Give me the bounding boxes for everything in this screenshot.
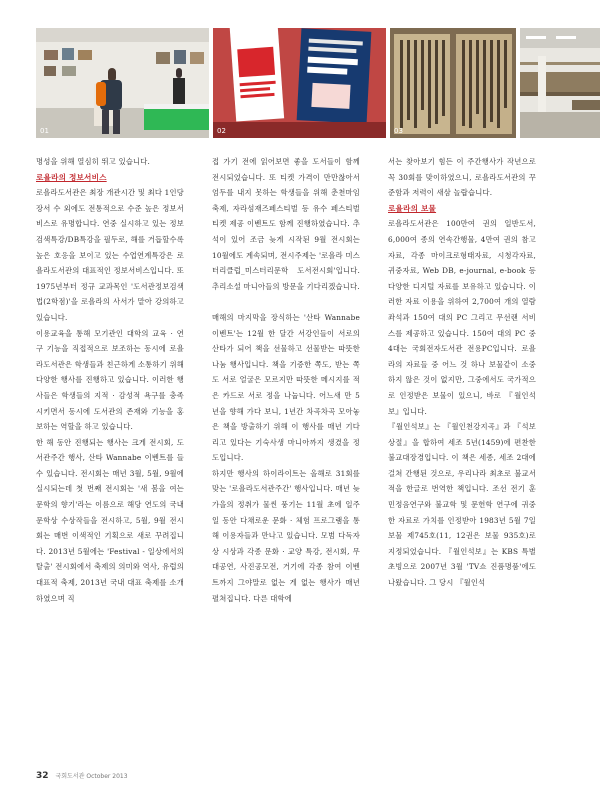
exhibition-hall-illustration (36, 28, 209, 138)
photo-library-reading-room (520, 28, 600, 138)
page-footer (36, 771, 128, 781)
body-paragraph: 『월인석보』는 『월인천강지곡』과 『석보상절』을 합하여 세조 5년(1459)에 편찬한 불교대장경입니다. 이 책은 세종, 세조 2대에 걸쳐 간행된 것으로, 우리나라 최초로 불교서적을 한글로 번역한 책입니다. 조선 전기 훈민정음연구와 불교학 및 문헌학 연구에 귀중한 자료로 가치를 인정받아 1983년 5월 7일 보물 제745호(11, 12권은 보물 935호)로 지정되었습니다. 『월인석보』는 KBS 특별 초빙으로 2007년 3월 'TV쇼 진품명품'에도 나왔습니다. 그 당시 『월인석 (388, 422, 536, 588)
page-number: 32 (36, 771, 49, 781)
photo-number: 02 (217, 127, 226, 135)
section-heading: 로욜라의 보물 (388, 203, 437, 213)
photo-santa-wannabe-leaflets (213, 28, 386, 138)
photo-number: 01 (40, 127, 49, 135)
body-paragraph: 하지만 행사의 하이라이트는 올해로 31회를 맞는 '로욜라도서관주간' 행사입니다. 매년 늦가을의 정취가 물씬 풍기는 11월 초에 일주일 동안 다채로운 문화 · 체험 프로그램을 통해 이용자들과 만나고 있습니다. 모범 다독자상 시상과 각종 문화 · 교양 특강, 전시회, 무대공연, 사진공모전, 거기에 각종 참여 이벤트까지 그야말로 없는 게 없는 행사가 매년 펼쳐집니다. 다른 대학에 (212, 468, 360, 603)
santa-wannabe-leaflets-illustration (213, 28, 386, 138)
publication-info: 국회도서관 October 2013 (55, 773, 128, 780)
photo-exhibition-hall (36, 28, 209, 138)
text-column-2 (212, 154, 360, 606)
body-paragraph: 매해의 마지막을 장식하는 '산타 Wannabe 이벤트'는 12월 한 달간 서강인들이 서로의 산타가 되어 책을 선물하고 선물받는 따뜻한 나눔 행사입니다. 책을 기증한 쪽도, 받는 쪽도 서로 얼굴은 모르지만 따뜻한 메시지를 적은 카드로 서로 정을 나눕니다. 어느새 만 5년을 향해 가다 보니, 1년간 차곡차곡 모아놓은 책을 방출하기 위해 이 행사를 매년 기다리고 있다는 기숙사생 마니아까지 생겼을 정도입니다. (212, 312, 360, 463)
body-paragraph: 접 가기 전에 읽어보면 좋을 도서들이 함께 전시되었습니다. 또 티켓 가격이 만만찮아서 엄두를 내지 못하는 학생들을 위해 춘천마임축제, 자라섬재즈페스티벌 등 유수 페스티벌 티켓 제공 이벤트도 함께 진행하였습니다. 추석이 있어 조금 늦게 시작된 9월 전시회는 10월에도 계속되며, 전시주제는 '로욜라 미스터리클럽_미스터리문학 도서전시회'입니다. 추리소설 마니아들의 방문을 기다리겠습니다. (212, 157, 360, 291)
photo-worinseokbo-pages (390, 28, 516, 138)
text-column-1 (36, 154, 184, 606)
body-paragraph: 로욜라도서관은 최장 개관시간 및 최다 1인당 장서 수 외에도 전통적으로 수준 높은 정보서비스로 유명합니다. 연중 실시하고 있는 정보검색특강/DB특강을 필두로, 해를 거듭할수록 높은 호응을 보이고 있는 수업연계특강은 로욜라도서관의 대표적인 정보서비스입니다. 또 1975년부터 정규 교과목인 '도서관정보검색법(2학점)'을 로욜라의 사서가 맡아 강의하고 있습니다. (36, 188, 184, 322)
photo-number: 03 (394, 127, 403, 135)
old-book-pages-illustration (390, 28, 516, 138)
photo-strip (36, 28, 600, 138)
body-paragraph: 이용교육을 통해 모기관인 대학의 교육 · 연구 기능을 직접적으로 보조하는 동시에 로욜라도서관은 학생들과 친근하게 소통하기 위해 다양한 행사를 진행하고 있습니다. 이러한 행사들은 학생들의 지적 · 감성적 욕구를 충족시키면서 동시에 도서관의 존재와 기능을 홍보하는 역할을 하고 있습니다. (36, 328, 184, 432)
body-paragraph: 서는 찾아보기 힘든 이 주간행사가 작년으로 꼭 30회를 맞이하였으니, 로욜라도서관의 꾸준함과 저력이 새삼 놀랍습니다. (388, 157, 536, 198)
body-paragraph: 로욜라도서관은 100만여 권의 일반도서, 6,000여 종의 연속간행물, 4만여 권의 참고자료, 각종 마이크로형태자료, 시청각자료, 귀중자료, Web DB, e-journal, e-book 등 다양한 디지털 자료를 보유하고 있습니다. 이러한 자료 이용을 위하여 2,700여 개의 열람좌석과 150여 대의 PC 그리고 무선랜 서비스를 제공하고 있습니다. 150여 대의 PC 중 4대는 국회전자도서관 전용PC입니다. 로욜라의 자료들 중 어느 것 하나 보물같이 소중하지 않은 것이 없지만, 그중에서도 국가적으로 인정받은 보물이 있으니, 바로 『월인석보』입니다. (388, 219, 536, 416)
library-reading-room-illustration (520, 28, 600, 138)
body-paragraph: 명성을 위해 열심히 뛰고 있습니다. (36, 157, 151, 166)
body-paragraph: 한 해 동안 진행되는 행사는 크게 전시회, 도서관주간 행사, 산타 Wannabe 이벤트를 들 수 있습니다. 전시회는 매년 3월, 5월, 9월에 실시되는데 첫 번째 전시회는 '새 봄을 여는 문학의 향기'라는 이름으로 해당 연도의 국내 문학상 수상작들을 전시하고, 5월, 9월 전시회는 매번 이색적인 기획으로 새로 꾸려집니다. 2013년 5월에는 'Festival - 일상에서의 탈출' 전시회에서 축제의 의미와 역사, 유럽의 대표적 축제, 2013년 국내 대표 축제를 소개하였으며 직 (36, 437, 184, 603)
text-column-3 (388, 154, 536, 591)
section-heading: 로욜라의 정보서비스 (36, 172, 107, 182)
